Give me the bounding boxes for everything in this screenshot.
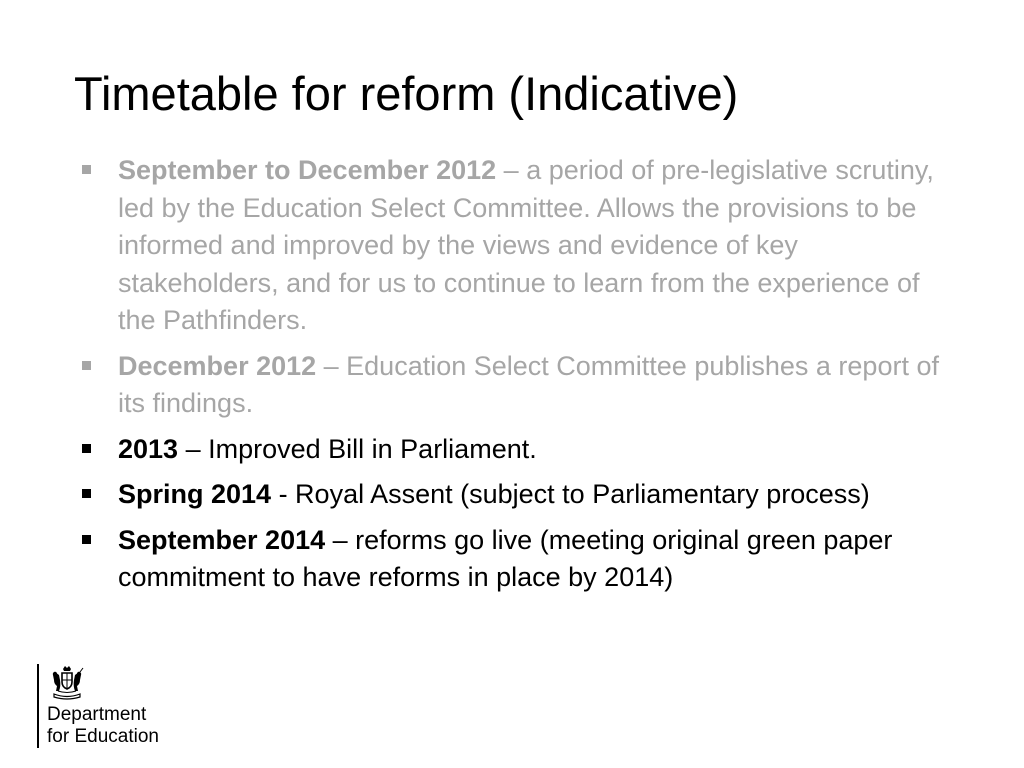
bullet-date: December 2012 xyxy=(118,350,317,381)
bullet-item xyxy=(80,348,960,423)
bullet-date: September 2014 xyxy=(118,524,326,555)
bullet-item xyxy=(80,152,960,340)
logo-line-2: for Education xyxy=(47,726,159,747)
bullet-text: – Education Select Committee publishes a report of its findings. xyxy=(118,350,939,418)
slide-title: Timetable for reform (Indicative) xyxy=(74,67,739,120)
bullet-text: – a period of pre-legislative scrutiny, led by the Education Select Committee. Allows the provisions to be informed and improved by the views and evidence of key stakeholders, and for us to continue to learn from the experience of the Pathfinders. xyxy=(118,155,934,335)
square-bullet-icon xyxy=(82,535,91,544)
bullet-item xyxy=(80,476,960,514)
logo-line-1: Department xyxy=(47,704,147,725)
bullet-text: – Improved Bill in Parliament. xyxy=(178,433,537,464)
square-bullet-icon xyxy=(82,489,91,498)
logo-divider xyxy=(37,664,39,748)
logo-wordmark xyxy=(47,704,159,748)
bullet-item xyxy=(80,522,960,597)
bullet-date: 2013 xyxy=(118,433,179,464)
bullet-item xyxy=(80,431,960,469)
bullet-text: – reforms go live (meeting original green paper commitment to have reforms in place by 2014) xyxy=(118,524,893,592)
square-bullet-icon xyxy=(82,361,91,370)
bullet-date: September to December 2012 xyxy=(118,155,497,185)
bullet-text: - Royal Assent (subject to Parliamentary process) xyxy=(271,479,870,509)
square-bullet-icon xyxy=(82,444,91,453)
bullet-date: Spring 2014 xyxy=(118,479,272,509)
timetable-bullet-list xyxy=(80,152,960,605)
royal-crest-icon xyxy=(49,666,85,700)
square-bullet-icon xyxy=(82,165,91,174)
